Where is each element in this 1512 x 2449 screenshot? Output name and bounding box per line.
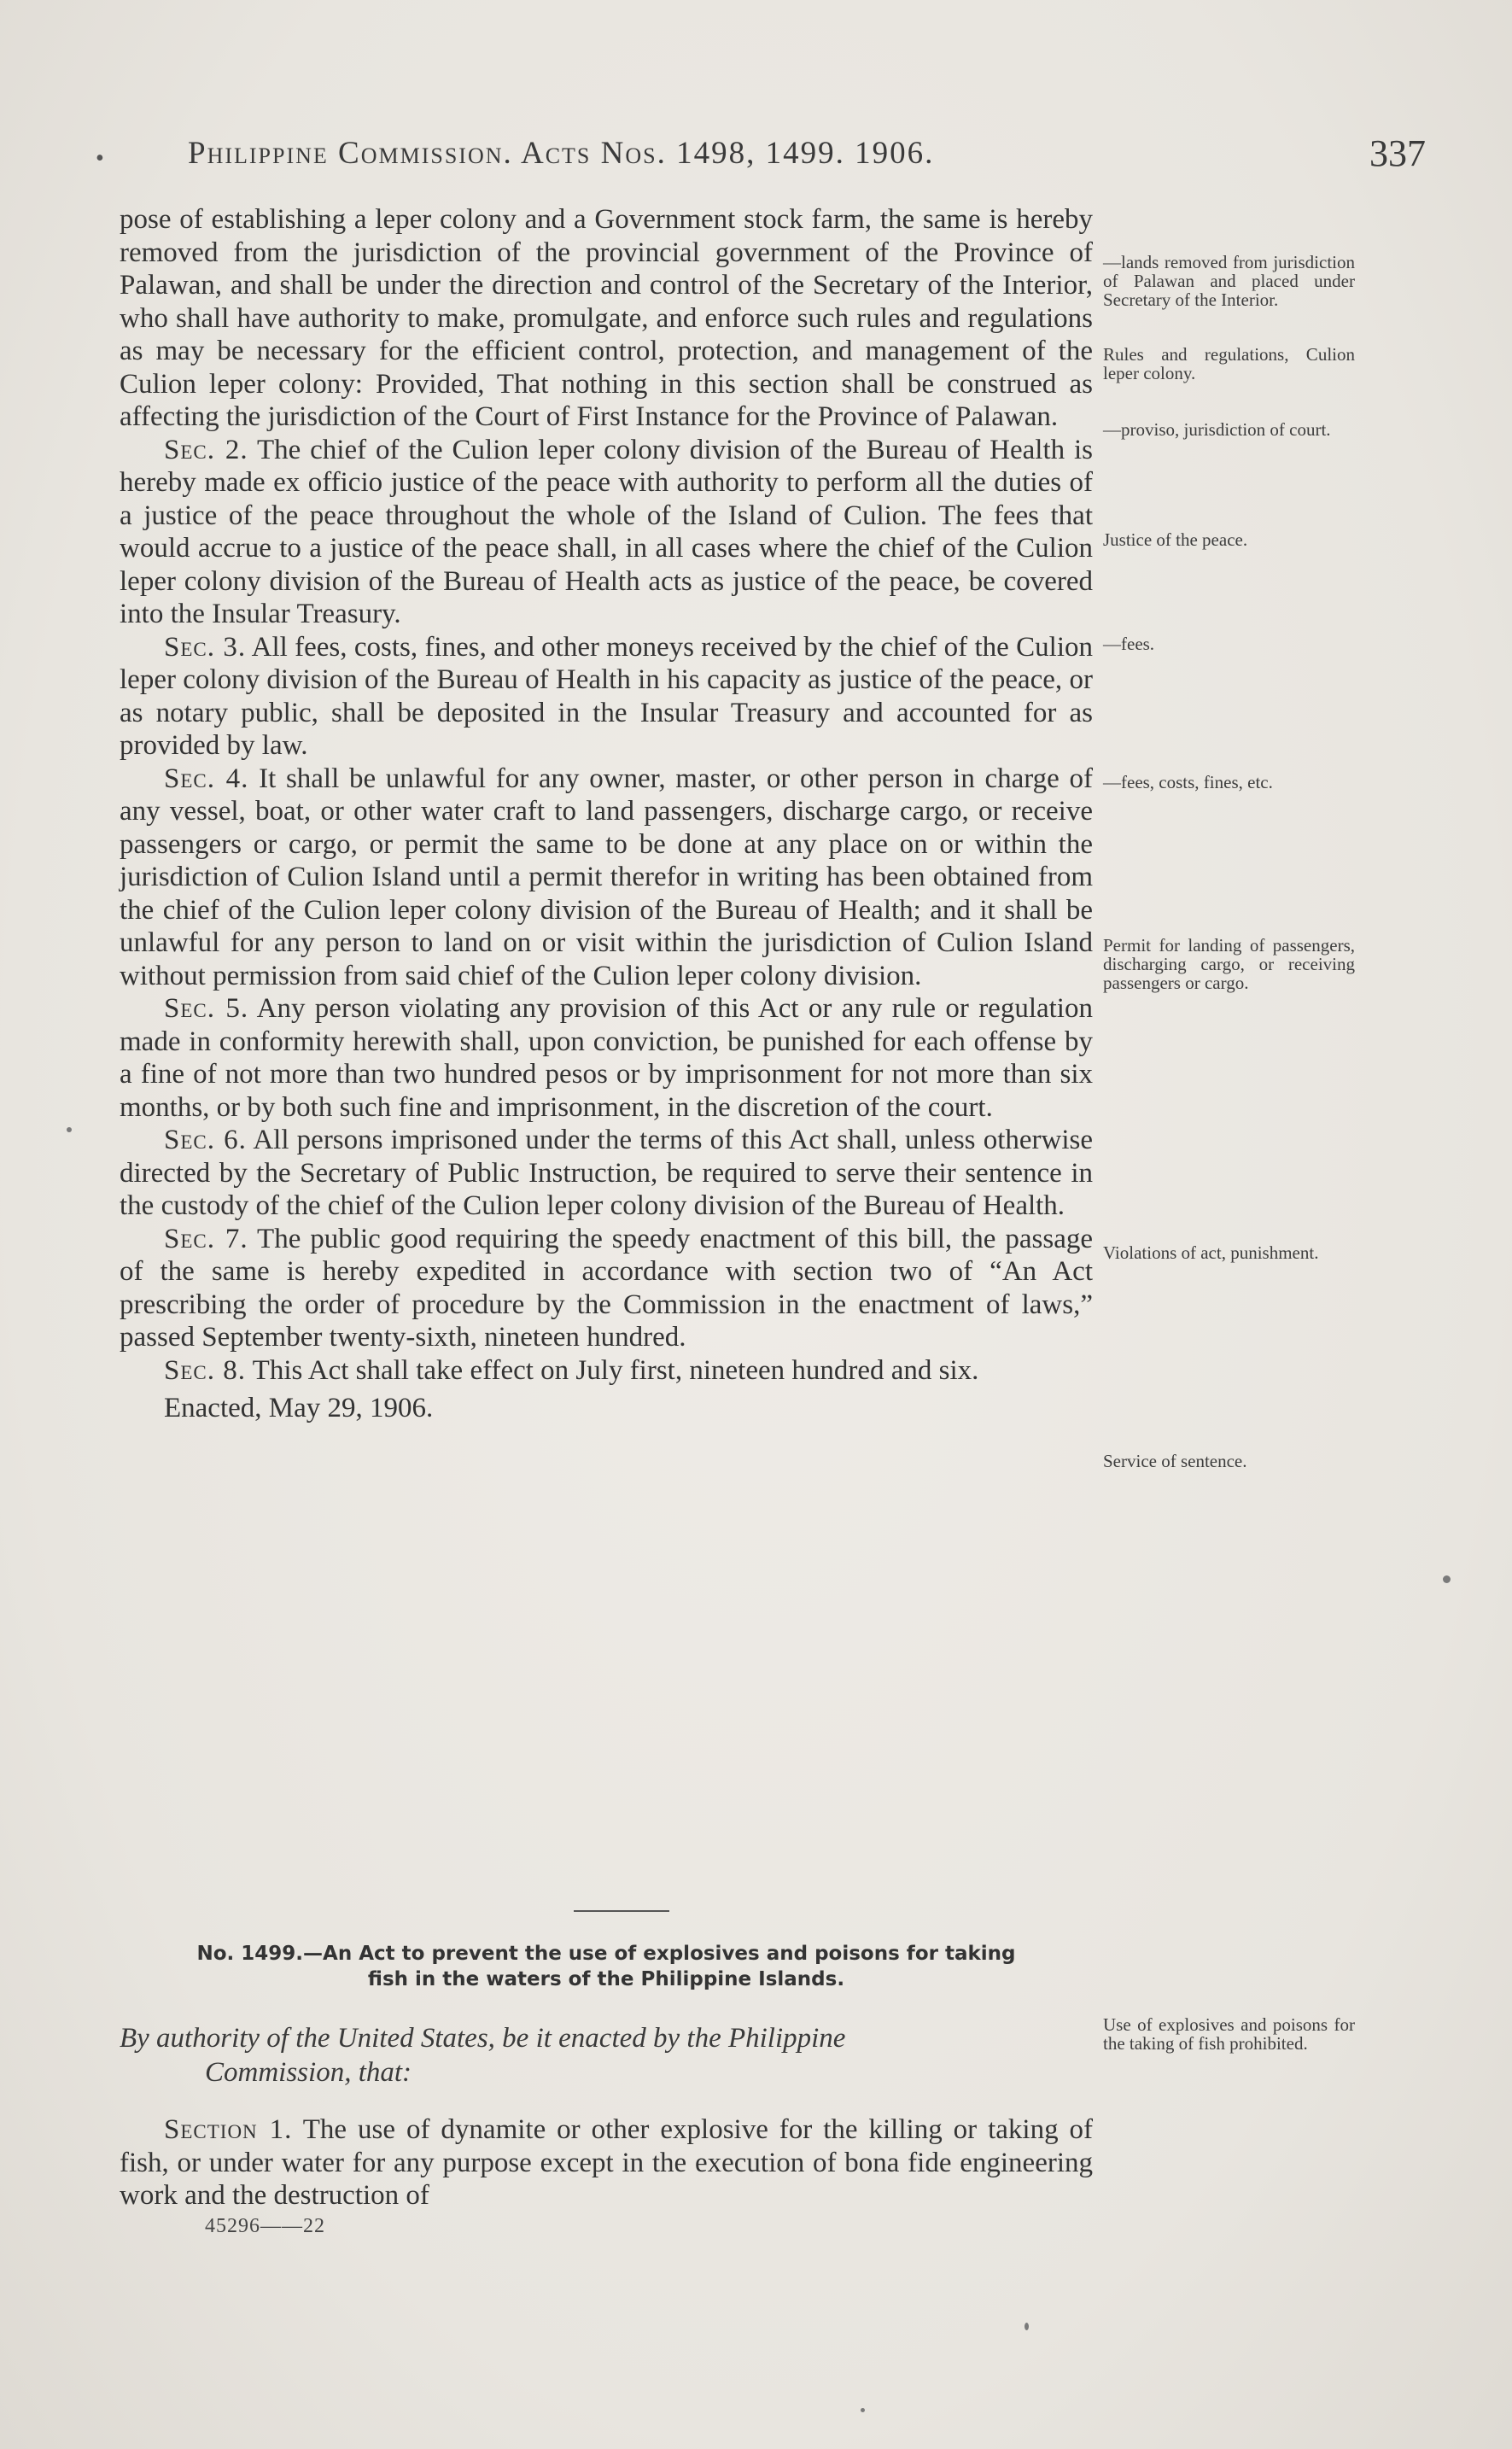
- section-text: Any person violating any provision of this Act or any rule or regulation made in conformity herewith shall, upon conviction, be punished for each offense by a fine of not more than two hundred pesos or by imprisonment for not more than six months, or by both such fine and imprisonment, in the discretion of the court.: [120, 993, 1093, 1123]
- act-title-line: No. 1499.—An Act to prevent the use of explosives and poisons for taking: [196, 1943, 1016, 1965]
- section-3: [120, 631, 1093, 763]
- margin-note-proviso: —proviso, jurisdiction of court.: [1103, 419, 1331, 440]
- page-number: 337: [1369, 132, 1426, 174]
- margin-note-rules: Rules and regulations, Culion leper colony.: [1103, 344, 1355, 383]
- section-text: This Act shall take effect on July first, nineteen hundred and six.: [252, 1354, 979, 1386]
- section-6: [120, 1124, 1093, 1223]
- printer-signature: 45296——22: [205, 2215, 325, 2237]
- margin-note-permit: Permit for landing of passengers, discharging cargo, or receiving passengers or cargo.: [1103, 935, 1355, 993]
- margin-note-fees: —fees.: [1103, 634, 1155, 654]
- section-2: [120, 434, 1093, 631]
- paragraph-continued: pose of establishing a leper colony and a Government stock farm, the same is hereby removed from the jurisdiction of the provincial government of the Province of Palawan, and shall be under the direction and control of the Secretary of the Interior, who shall have authority to make, promulgate, and enforce such rules and regulations as may be necessary for the efficient control, protection, and management of the Culion leper colony: Provided, That nothing in this section shall be construed as affecting the jurisdiction of the Court of First Instance for the Province of Palawan.: [120, 204, 1093, 432]
- section-label: Section 1.: [164, 2114, 293, 2145]
- section-text: The public good requiring the speedy enactment of this bill, the passage of the same is hereby expedited in accordance with section two of “An Act prescribing the order of procedure by the Commission in the enactment of laws,” passed September twenty-sixth, nineteen hundred.: [120, 1223, 1093, 1353]
- act-1499-title: [120, 1941, 1093, 1992]
- act-title-line: fish in the waters of the Philippine Islands.: [367, 1968, 845, 1990]
- margin-note-justice: Justice of the peace.: [1103, 529, 1248, 550]
- section-4: [120, 763, 1093, 993]
- section-text: All fees, costs, fines, and other moneys received by the chief of the Culion leper colony division of the Bureau of Health in his capacity as justice of the peace, or as notary public, shall be deposited in the Insular Treasury and accounted for as provided by law.: [120, 631, 1094, 761]
- section-1: [120, 2113, 1093, 2212]
- margin-note-explosives: Use of explosives and poisons for the taking of fish prohibited.: [1103, 2014, 1355, 2054]
- scan-speck: [861, 2408, 865, 2412]
- enacted-date: Enacted, May 29, 1906.: [164, 1393, 434, 1423]
- section-5: [120, 992, 1093, 1124]
- section-label: Sec. 2.: [164, 434, 248, 465]
- section-label: Sec. 8.: [164, 1354, 246, 1386]
- enacting-clause: [120, 2021, 1093, 2090]
- header-title: Philippine Commission. Acts Nos. 1498, 1499. 1906.: [188, 136, 935, 171]
- section-8: [120, 1354, 1093, 1388]
- section-label: Sec. 6.: [164, 1125, 247, 1155]
- act-1499-section-1: [120, 2113, 1093, 2212]
- enacting-line: By authority of the United States, be it enacted by the Philippine: [120, 2023, 846, 2054]
- scan-speck: [1025, 2323, 1029, 2330]
- main-text: [120, 203, 1093, 1425]
- scan-speck: [67, 1127, 72, 1132]
- section-label: Sec. 7.: [164, 1223, 248, 1254]
- section-text: The use of dynamite or other explosive for the killing or taking of fish, or under water for any purpose except in the execution of bona fide engineering work and the destruction of: [120, 2114, 1094, 2211]
- section-text: It shall be unlawful for any owner, master, or other person in charge of any vessel, boat, or other water craft to land passengers, discharge cargo, or receive passengers or cargo, or permit the same to be done at any place on or within the jurisdiction of Culion Island until a permit therefor in writing has been obtained from the chief of the Culion leper colony division of the Bureau of Health; and it shall be unlawful for any person to land on or visit within the jurisdiction of Culion Island without permission from said chief of the Culion leper colony division.: [120, 763, 1093, 991]
- header-bullet: •: [96, 145, 104, 172]
- margin-note-fees-costs: —fees, costs, fines, etc.: [1103, 772, 1273, 792]
- scan-speck: [1443, 1575, 1451, 1583]
- section-7: [120, 1223, 1093, 1354]
- section-text: The chief of the Culion leper colony division of the Bureau of Health is hereby made ex officio justice of the peace with authority to perform all the duties of a justice of the peace throughout the whole of the Island of Culion. The fees that would accrue to a justice of the peace shall, in all cases where the chief of the Culion leper colony division of the Bureau of Health acts as justice of the peace, be covered into the Insular Treasury.: [120, 434, 1094, 629]
- section-text: All persons imprisoned under the terms of this Act shall, unless otherwise directed by the Secretary of Public Instruction, be required to serve their sentence in the custody of the chief of the Culion leper colony division of the Bureau of Health.: [120, 1125, 1093, 1221]
- margin-note-service: Service of sentence.: [1103, 1451, 1247, 1471]
- section-label: Sec. 3.: [164, 631, 247, 663]
- section-label: Sec. 5.: [164, 993, 249, 1024]
- margin-note-lands-removed: —lands removed from jurisdiction of Palawan and placed under Secretary of the Interior.: [1103, 252, 1355, 310]
- margin-note-violations: Violations of act, punishment.: [1103, 1242, 1319, 1263]
- enacting-line: Commission, that:: [205, 2057, 412, 2088]
- section-label: Sec. 4.: [164, 763, 249, 794]
- section-divider: [574, 1910, 669, 1912]
- running-header: [96, 126, 1426, 186]
